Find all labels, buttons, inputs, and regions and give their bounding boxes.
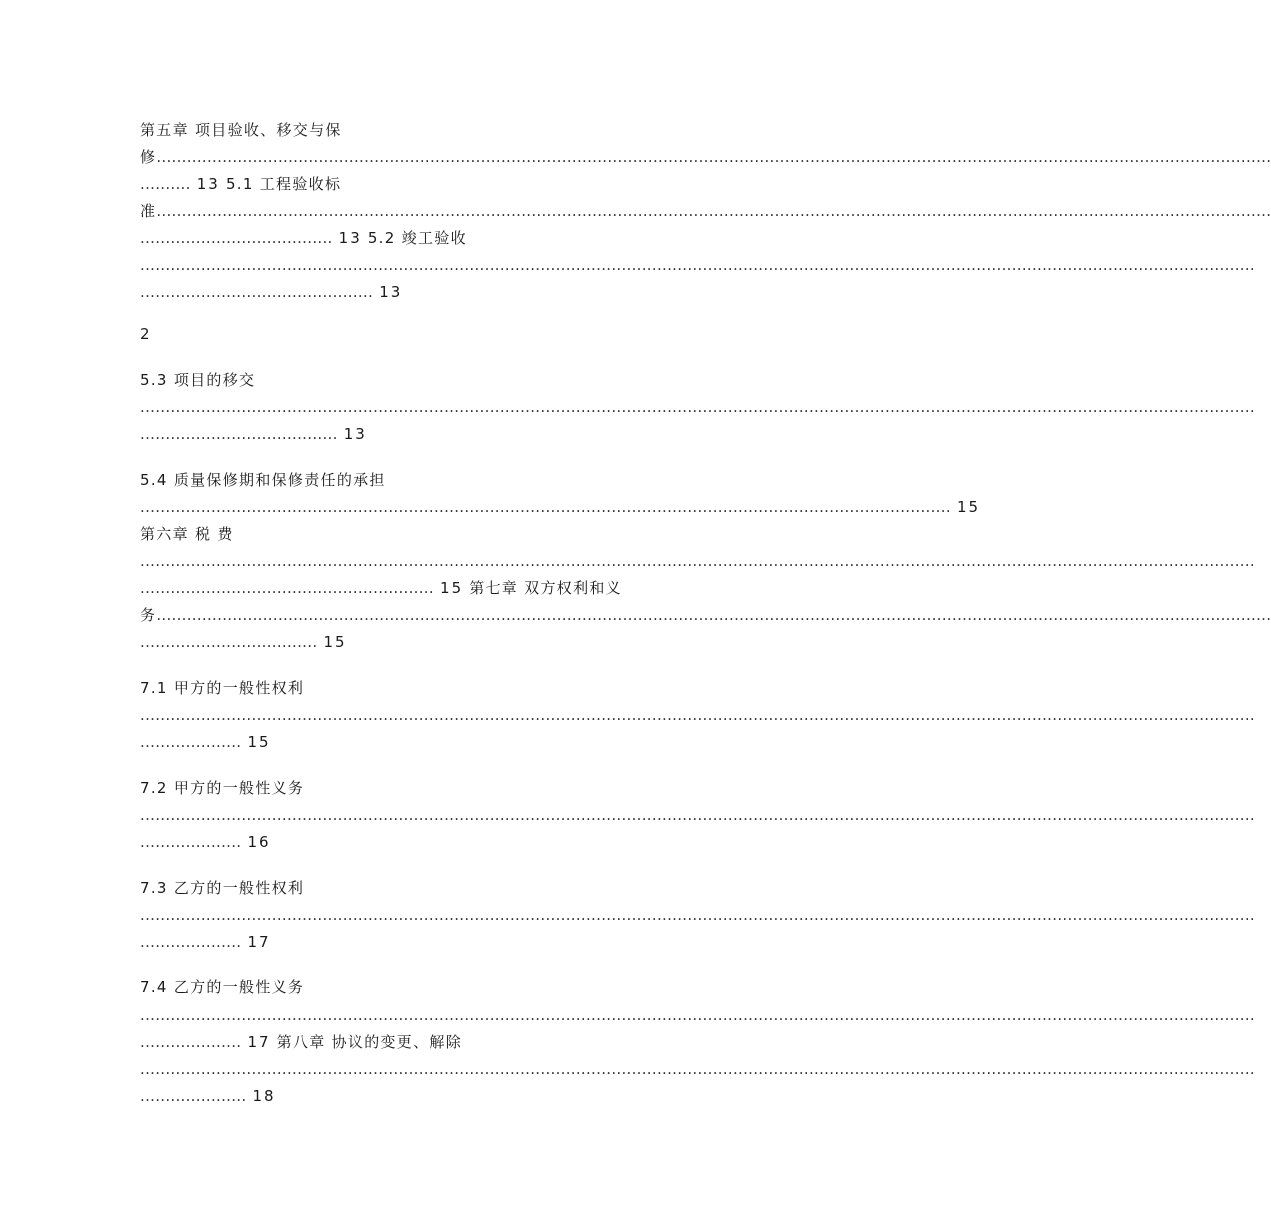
toc-s7-1-title[interactable]: 7.1 甲方的一般性权利 xyxy=(140,679,305,697)
toc-ch6-page-line xyxy=(140,579,806,597)
dot-leader: ....................................... xyxy=(140,425,338,443)
dot-leader: ............................................................................................................................................................................................................................ xyxy=(140,1006,1255,1024)
toc-s5-4-page-line xyxy=(140,498,981,516)
dot-leader: .................... xyxy=(140,733,242,751)
toc-s5-1-page[interactable]: 13 xyxy=(338,229,362,247)
toc-s7-4-leader xyxy=(140,1006,1255,1024)
toc-s5-4-page[interactable]: 15 xyxy=(956,498,981,516)
dot-leader: ............................................................................................................................................................................................................................ xyxy=(156,148,1271,166)
toc-ch5-page-line xyxy=(140,175,806,193)
toc-s5-3-page[interactable]: 13 xyxy=(343,425,367,443)
toc-s7-3-page[interactable]: 17 xyxy=(247,933,271,951)
toc-s5-4-title[interactable]: 5.4 质量保修期和保修责任的承担 xyxy=(140,471,386,489)
toc-ch7-page-line xyxy=(140,633,806,651)
toc-s7-4-title[interactable]: 7.4 乙方的一般性义务 xyxy=(140,978,305,996)
dot-leader: ..................... xyxy=(140,1087,247,1105)
toc-s7-1-page-line xyxy=(140,733,806,751)
toc-s7-2-page[interactable]: 16 xyxy=(247,833,271,851)
dot-leader: ................................................................................................................................................................ xyxy=(140,498,951,516)
toc-ch8-page[interactable]: 18 xyxy=(252,1087,276,1105)
dot-leader: .................... xyxy=(140,833,242,851)
toc-s7-3-page-line xyxy=(140,933,806,951)
dot-leader: ............................................................................................................................................................................................................................ xyxy=(140,806,1255,824)
toc-s7-3-leader xyxy=(140,906,1255,924)
toc-s7-2-title[interactable]: 7.2 甲方的一般性义务 xyxy=(140,779,305,797)
toc-s7-4-page-line xyxy=(140,1033,806,1051)
toc-ch8-leader xyxy=(140,1060,1255,1078)
toc-s7-1-page[interactable]: 15 xyxy=(247,733,271,751)
dot-leader: .......... xyxy=(140,175,191,193)
dot-leader: .............................................. xyxy=(140,283,374,301)
toc-s5-3-leader xyxy=(140,398,1255,416)
toc-s7-2-page-line xyxy=(140,833,806,851)
toc-ch5-leader: 修............................................................................................................................................................................................................................ xyxy=(140,148,1271,166)
toc-ch6-page[interactable]: 15 xyxy=(440,579,464,597)
toc-s5-3-page-line xyxy=(140,425,806,443)
toc-s5-1-title[interactable]: 5.1 工程验收标 xyxy=(225,175,342,193)
dot-leader: ............................................................................................................................................................................................................................ xyxy=(156,202,1271,220)
toc-s7-2-leader xyxy=(140,806,1255,824)
toc-s5-3-title[interactable]: 5.3 项目的移交 xyxy=(140,371,256,389)
toc-ch7-title[interactable]: 第七章 双方权利和义 xyxy=(469,579,622,597)
dot-leader: ............................................................................................................................................................................................................................ xyxy=(140,398,1255,416)
toc-ch7-leader: 务............................................................................................................................................................................................................................ xyxy=(140,606,1271,624)
dot-leader: ............................................................................................................................................................................................................................ xyxy=(140,706,1255,724)
toc-s5-1-page-line xyxy=(140,229,806,247)
dot-leader: ...................................... xyxy=(140,229,333,247)
dot-leader: ............................................................................................................................................................................................................................ xyxy=(156,606,1271,624)
toc-s5-1-leader: 准............................................................................................................................................................................................................................ xyxy=(140,202,1271,220)
dot-leader: ............................................................................................................................................................................................................................ xyxy=(140,256,1255,274)
toc-ch6-leader xyxy=(140,552,1255,570)
toc-s7-3-title[interactable]: 7.3 乙方的一般性权利 xyxy=(140,879,305,897)
page-number: 2 xyxy=(140,325,151,343)
dot-leader: ............................................................................................................................................................................................................................ xyxy=(140,906,1255,924)
toc-ch6-title[interactable]: 第六章 税 费 xyxy=(140,525,234,543)
toc-s5-2-title[interactable]: 5.2 竣工验收 xyxy=(367,229,467,247)
toc-ch5-title[interactable]: 第五章 项目验收、移交与保 xyxy=(140,121,342,139)
dot-leader: .................... xyxy=(140,933,242,951)
toc-ch7-page[interactable]: 15 xyxy=(323,633,347,651)
toc-s7-1-leader xyxy=(140,706,1255,724)
dot-leader: .......................................................... xyxy=(140,579,434,597)
dot-leader: .................... xyxy=(140,1033,242,1051)
dot-leader: ............................................................................................................................................................................................................................ xyxy=(140,552,1255,570)
toc-ch8-title[interactable]: 第八章 协议的变更、解除 xyxy=(276,1033,462,1051)
toc-s5-2-page-line xyxy=(140,283,806,301)
toc-s7-4-page[interactable]: 17 xyxy=(247,1033,271,1051)
toc-ch5-page[interactable]: 13 xyxy=(196,175,220,193)
toc-ch8-page-line xyxy=(140,1087,806,1105)
toc-s5-2-leader xyxy=(140,256,1255,274)
dot-leader: ................................... xyxy=(140,633,318,651)
toc-s5-2-page[interactable]: 13 xyxy=(379,283,403,301)
dot-leader: ............................................................................................................................................................................................................................ xyxy=(140,1060,1255,1078)
